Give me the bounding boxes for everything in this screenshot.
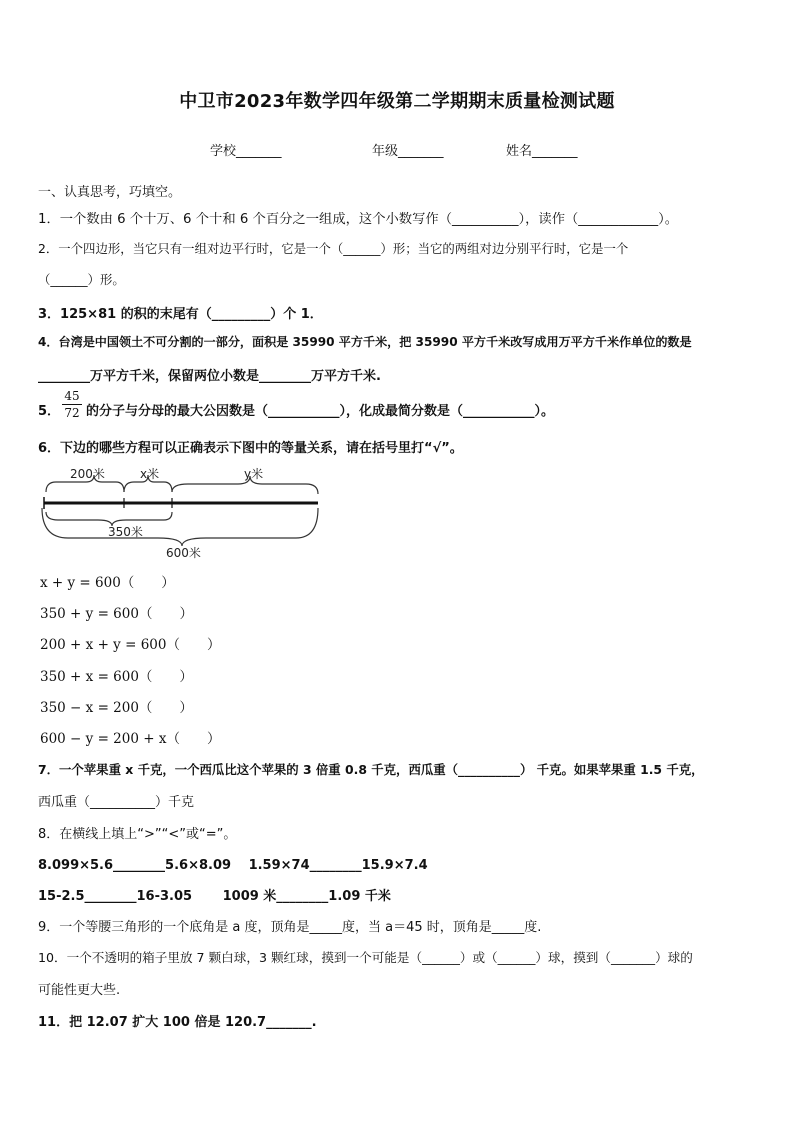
question-1: 1．一个数由 6 个十万、6 个十和 6 个百分之一组成，这个小数写作（__________），读作（____________）。 (38, 212, 679, 227)
school-field: 学校_______ (210, 144, 282, 159)
label-x: x米 (140, 467, 160, 481)
question-2-line-1: 2．一个四边形，当它只有一组对边平行时，它是一个（______）形；当它的两组对边分别平行时，它是一个 (38, 241, 629, 256)
page-title: 中卫市2023年数学四年级第二学期期末质量检测试题 (179, 91, 615, 112)
question-6: 6．下边的哪些方程可以正确表示下图中的等量关系，请在括号里打“√”。 (38, 441, 463, 456)
equation-5: 350 − x = 200（ ） (40, 700, 193, 716)
question-8: 8．在横线上填上“>”“<”或“=”。 (38, 827, 237, 842)
label-200: 200米 (70, 467, 105, 481)
segment-diagram (38, 462, 328, 562)
name-field: 姓名_______ (506, 144, 578, 159)
question-10-line-2: 可能性更大些. (38, 983, 121, 998)
label-y: y米 (244, 467, 264, 481)
label-600: 600米 (166, 546, 201, 560)
equation-3: 200 + x + y = 600（ ） (40, 637, 221, 653)
fraction-denominator: 72 (64, 406, 80, 420)
equation-4: 350 + x = 600（ ） (40, 669, 193, 685)
question-5-prefix: 5． (38, 404, 61, 419)
grade-field: 年级_______ (372, 144, 444, 159)
fraction-numerator: 45 (62, 389, 82, 405)
section-heading: 一、认真思考，巧填空。 (38, 185, 182, 200)
equation-1: x + y = 600（ ） (40, 575, 175, 591)
fraction-45-72 (62, 389, 82, 420)
question-9: 9．一个等腰三角形的一个底角是 a 度，顶角是_____度，当 a＝45 时，顶角是_____度. (38, 920, 542, 935)
question-3: 3．125×81 的积的末尾有（_________）个 1． (38, 307, 323, 322)
question-5-text: 的分子与分母的最大公因数是（___________），化成最简分数是（___________）。 (86, 404, 555, 419)
label-350: 350米 (108, 525, 143, 539)
question-4-line-1: 4．台湾是中国领土不可分割的一部分，面积是 35990 平方千米，把 35990 平方千米改写成用万平方千米作单位的数是 (38, 335, 692, 349)
question-10-line-1: 10．一个不透明的箱子里放 7 颗白球，3 颗红球，摸到一个可能是（______）或（______）球，摸到（_______）球的 (38, 950, 693, 965)
question-7-line-1: 7．一个苹果重 x 千克，一个西瓜比这个苹果的 3 倍重 0.8 千克，西瓜重（__________） 千克。如果苹果重 1.5 千克， (38, 762, 704, 777)
question-8-row-1: 8.099×5.6________5.6×8.09 1.59×74________15.9×7.4 (38, 858, 428, 873)
question-7-line-2: 西瓜重（__________）千克 (38, 795, 195, 810)
question-8-row-2: 15-2.5________16-3.05 1009 米________1.09 千米 (38, 889, 391, 904)
question-11: 11．把 12.07 扩大 100 倍是 120.7_______. (38, 1015, 317, 1030)
equation-6: 600 − y = 200 + x（ ） (40, 731, 221, 747)
question-4-line-2: ________万平方千米，保留两位小数是________万平方千米. (38, 369, 381, 384)
question-2-line-2: （______）形。 (38, 272, 125, 287)
equation-2: 350 + y = 600（ ） (40, 606, 193, 622)
